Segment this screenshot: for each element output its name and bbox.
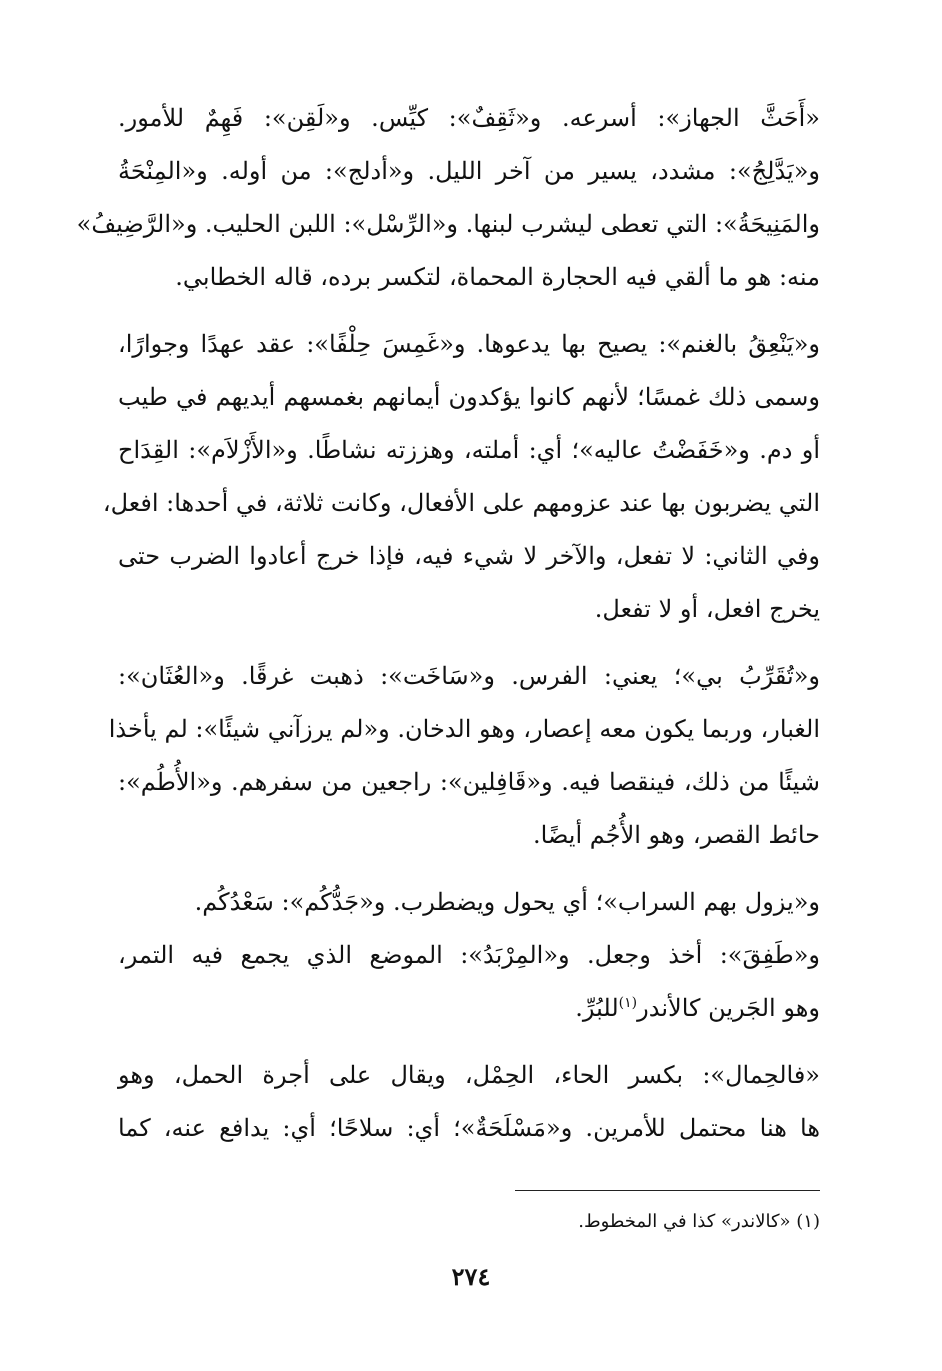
text-line: «أَحَثَّ الجهاز»: أسرعه. و«ثَقِفٌ»: كيِّس. و«لَقِن»: فَهِمٌ للأمور.: [118, 104, 820, 132]
text-line: شيئًا من ذلك، فينقصا فيه. و«قَافِلين»: راجعين من سفرهم. و«الأُطُم»:: [118, 768, 820, 796]
text-line: حائط القصر، وهو الأُجُم أيضًا.: [533, 821, 820, 849]
text-line: و«يزول بهم السراب»؛ أي يحول ويضطرب. و«جَدُّكُم»: سَعْدُكُم.: [194, 888, 820, 916]
text-line: أو دم. و«خَفَضْتُ عاليه»؛ أي: أملته، وهززته نشاطًا. و«الأَزْلاَم»: القِدَاح: [118, 436, 820, 464]
text-line: يخرج افعل، أو لا تفعل.: [594, 595, 820, 623]
text-line: التي يضربون بها عند عزومهم على الأفعال، وكانت ثلاثة، في أحدها: افعل،: [102, 489, 820, 517]
footnote: [118, 1205, 820, 1239]
footnote-number: (١): [796, 1211, 820, 1232]
text-line: منه: هو ما ألقي فيه الحجارة المحماة، لتكسر برده، قاله الخطابي.: [175, 263, 820, 291]
paragraph-3: [108, 650, 820, 862]
footnote-reference: (١): [618, 995, 638, 1011]
text-line: و«طَفِقَ»: أخذ وجعل. و«المِرْبَدُ»: الموضع الذي يجمع فيه التمر،: [118, 941, 820, 969]
paragraph-1: [76, 92, 820, 304]
footnote-separator: [515, 1190, 820, 1191]
paragraph-5: [118, 1049, 820, 1155]
text-segment: وهو الجَرين كالأندر: [637, 994, 820, 1022]
page-number: ٢٧٤: [451, 1262, 491, 1291]
text-line: و«يَدَّلِجُ»: مشدد، يسير من آخر الليل. و«أدلج»: من أوله. و«المِنْحَةُ: [118, 157, 820, 185]
main-text: [76, 92, 820, 1169]
paragraph-2: [102, 318, 820, 636]
footnote-text: «كالاندر» كذا في المخطوط.: [578, 1211, 791, 1232]
text-line-with-footnote: [118, 982, 820, 1035]
paragraph-4: [118, 876, 820, 1035]
text-line: والمَنِيحَةُ»: التي تعطى ليشرب لبنها. و«الرِّسْل»: اللبن الحليب. و«الرَّضِيفُ»: [76, 210, 820, 238]
text-line: وسمى ذلك غمسًا؛ لأنهم كانوا يؤكدون أيمانهم بغمسهم أيديهم في طيب: [118, 383, 820, 411]
text-line: و«تُقَرِّبُ بي»؛ يعني: الفرس. و«سَاخَت»: ذهبت غرقًا. و«العُثَان»:: [118, 662, 820, 690]
text-line: وفي الثاني: لا تفعل، والآخر لا شيء فيه، فإذا خرج أعادوا الضرب حتى: [118, 542, 820, 570]
text-line: و«يَنْعِقُ بالغنم»: يصيح بها يدعوها. و«غَمِسَ حِلْفًا»: عقد عهدًا وجوارًا،: [118, 330, 820, 358]
text-line: الغبار، وربما يكون معه إعصار، وهو الدخان. و«لم يرزآني شيئًا»: لم يأخذا: [108, 715, 820, 743]
text-line: «فالحِمال»: بكسر الحاء، الحِمْل، ويقال على أجرة الحمل، وهو: [118, 1061, 820, 1089]
text-segment: للبُرِّ.: [575, 994, 619, 1022]
text-line: ها هنا محتمل للأمرين. و«مَسْلَحَةٌ»؛ أي: سلاحًا؛ أي: يدافع عنه، كما: [118, 1114, 820, 1142]
